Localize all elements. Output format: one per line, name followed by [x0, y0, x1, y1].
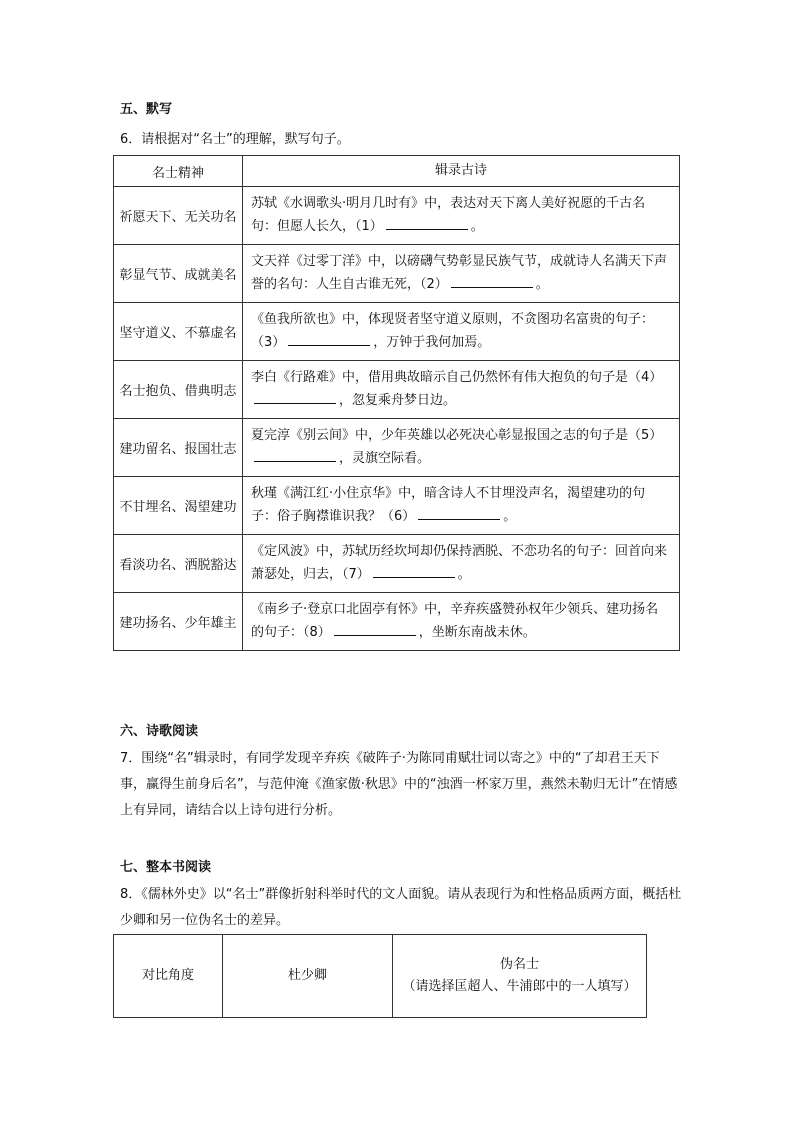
section5-title: 五、默写 [120, 102, 173, 117]
compare-angle-cell: 对比角度 [114, 935, 223, 1018]
table-row [114, 245, 680, 303]
comparison-table [113, 934, 647, 1018]
table-row [114, 535, 680, 593]
answer-blank-1[interactable] [386, 215, 468, 230]
section6-title: 六、诗歌阅读 [120, 724, 199, 739]
answer-blank-3[interactable] [288, 331, 370, 346]
table-row [114, 419, 680, 477]
header-spirit: 名士精神 [114, 156, 243, 187]
poem-cell: 苏轼《水调歌头·明月几时有》中，表达对天下离人美好祝愿的千古名句：但愿人长久，（1） 。 [243, 187, 680, 245]
poem-cell: 《南乡子·登京口北固亭有怀》中，辛弃疾盛赞孙权年少领兵、建功扬名的句子：（8） ，坐断东南战未休。 [243, 593, 680, 651]
du-shaoqing-cell: 杜少卿 [223, 935, 393, 1018]
poem-cell: 《鱼我所欲也》中，体现贤者坚守道义原则，不贪图功名富贵的句子：（3） ，万钟于我何加焉。 [243, 303, 680, 361]
table-row [114, 935, 647, 1018]
spirit-cell: 看淡功名、洒脱豁达 [114, 535, 243, 593]
answer-blank-4[interactable] [254, 389, 336, 404]
poem-cell: 夏完淳《别云间》中，少年英雄以必死决心彰显报国之志的句子是（5），灵旗空际看。 [243, 419, 680, 477]
table-row [114, 303, 680, 361]
table-row [114, 361, 680, 419]
spirit-cell: 名士抱负、借典明志 [114, 361, 243, 419]
answer-blank-6[interactable] [418, 505, 500, 520]
spirit-cell: 建功扬名、少年雄主 [114, 593, 243, 651]
section7-title: 七、整本书阅读 [120, 860, 212, 875]
question-8: 8．《儒林外史》以“名士”群像折射科举时代的文人面貌。请从表现行为和性格品质两方面，概括杜少卿和另一位伪名士的差异。 [120, 887, 682, 928]
spirit-cell: 彰显气节、成就美名 [114, 245, 243, 303]
poem-cell: 《定风波》中，苏轼历经坎坷却仍保持洒脱、不恋功名的句子：回首向来萧瑟处，归去，（7） 。 [243, 535, 680, 593]
fake-scholar-cell [393, 935, 647, 1018]
table-header-row [114, 156, 680, 187]
answer-blank-5[interactable] [254, 447, 336, 462]
header-poems: 辑录古诗 [243, 156, 680, 187]
question-7: 7．围绕“名”辑录时，有同学发现辛弃疾《破阵子·为陈同甫赋壮词以寄之》中的“了却君王天下事，赢得生前身后名”，与范仲淹《渔家傲·秋思》中的“浊酒一杯家万里，燕然未勒归无计”在情感上有异同，请结合以上诗句进行分析。 [120, 751, 678, 818]
poem-cell: 李白《行路难》中，借用典故暗示自己仍然怀有伟大抱负的句子是（4），忽复乘舟梦日边。 [243, 361, 680, 419]
spirit-cell: 建功留名、报国壮志 [114, 419, 243, 477]
answer-blank-2[interactable] [451, 273, 533, 288]
poem-cell: 秋瑾《满江红·小住京华》中，暗含诗人不甘埋没声名，渴望建功的句子：俗子胸襟谁识我？（6） 。 [243, 477, 680, 535]
table-row [114, 187, 680, 245]
fake-scholar-title: 伪名士 [499, 957, 539, 972]
question-6: 6．请根据对“名士”的理解，默写句子。 [120, 132, 350, 147]
fake-scholar-note: （请选择匡超人、牛浦郎中的一人填写） [402, 979, 637, 994]
spirit-cell: 祈愿天下、无关功名 [114, 187, 243, 245]
answer-blank-8[interactable] [334, 621, 416, 636]
dictation-table [113, 155, 680, 651]
spirit-cell: 坚守道义、不慕虚名 [114, 303, 243, 361]
table-row [114, 477, 680, 535]
table-row [114, 593, 680, 651]
answer-blank-7[interactable] [373, 563, 455, 578]
poem-cell: 文天祥《过零丁洋》中，以磅礴气势彰显民族气节，成就诗人名满天下声誉的名句：人生自古谁无死，（2） 。 [243, 245, 680, 303]
spirit-cell: 不甘埋名、渴望建功 [114, 477, 243, 535]
